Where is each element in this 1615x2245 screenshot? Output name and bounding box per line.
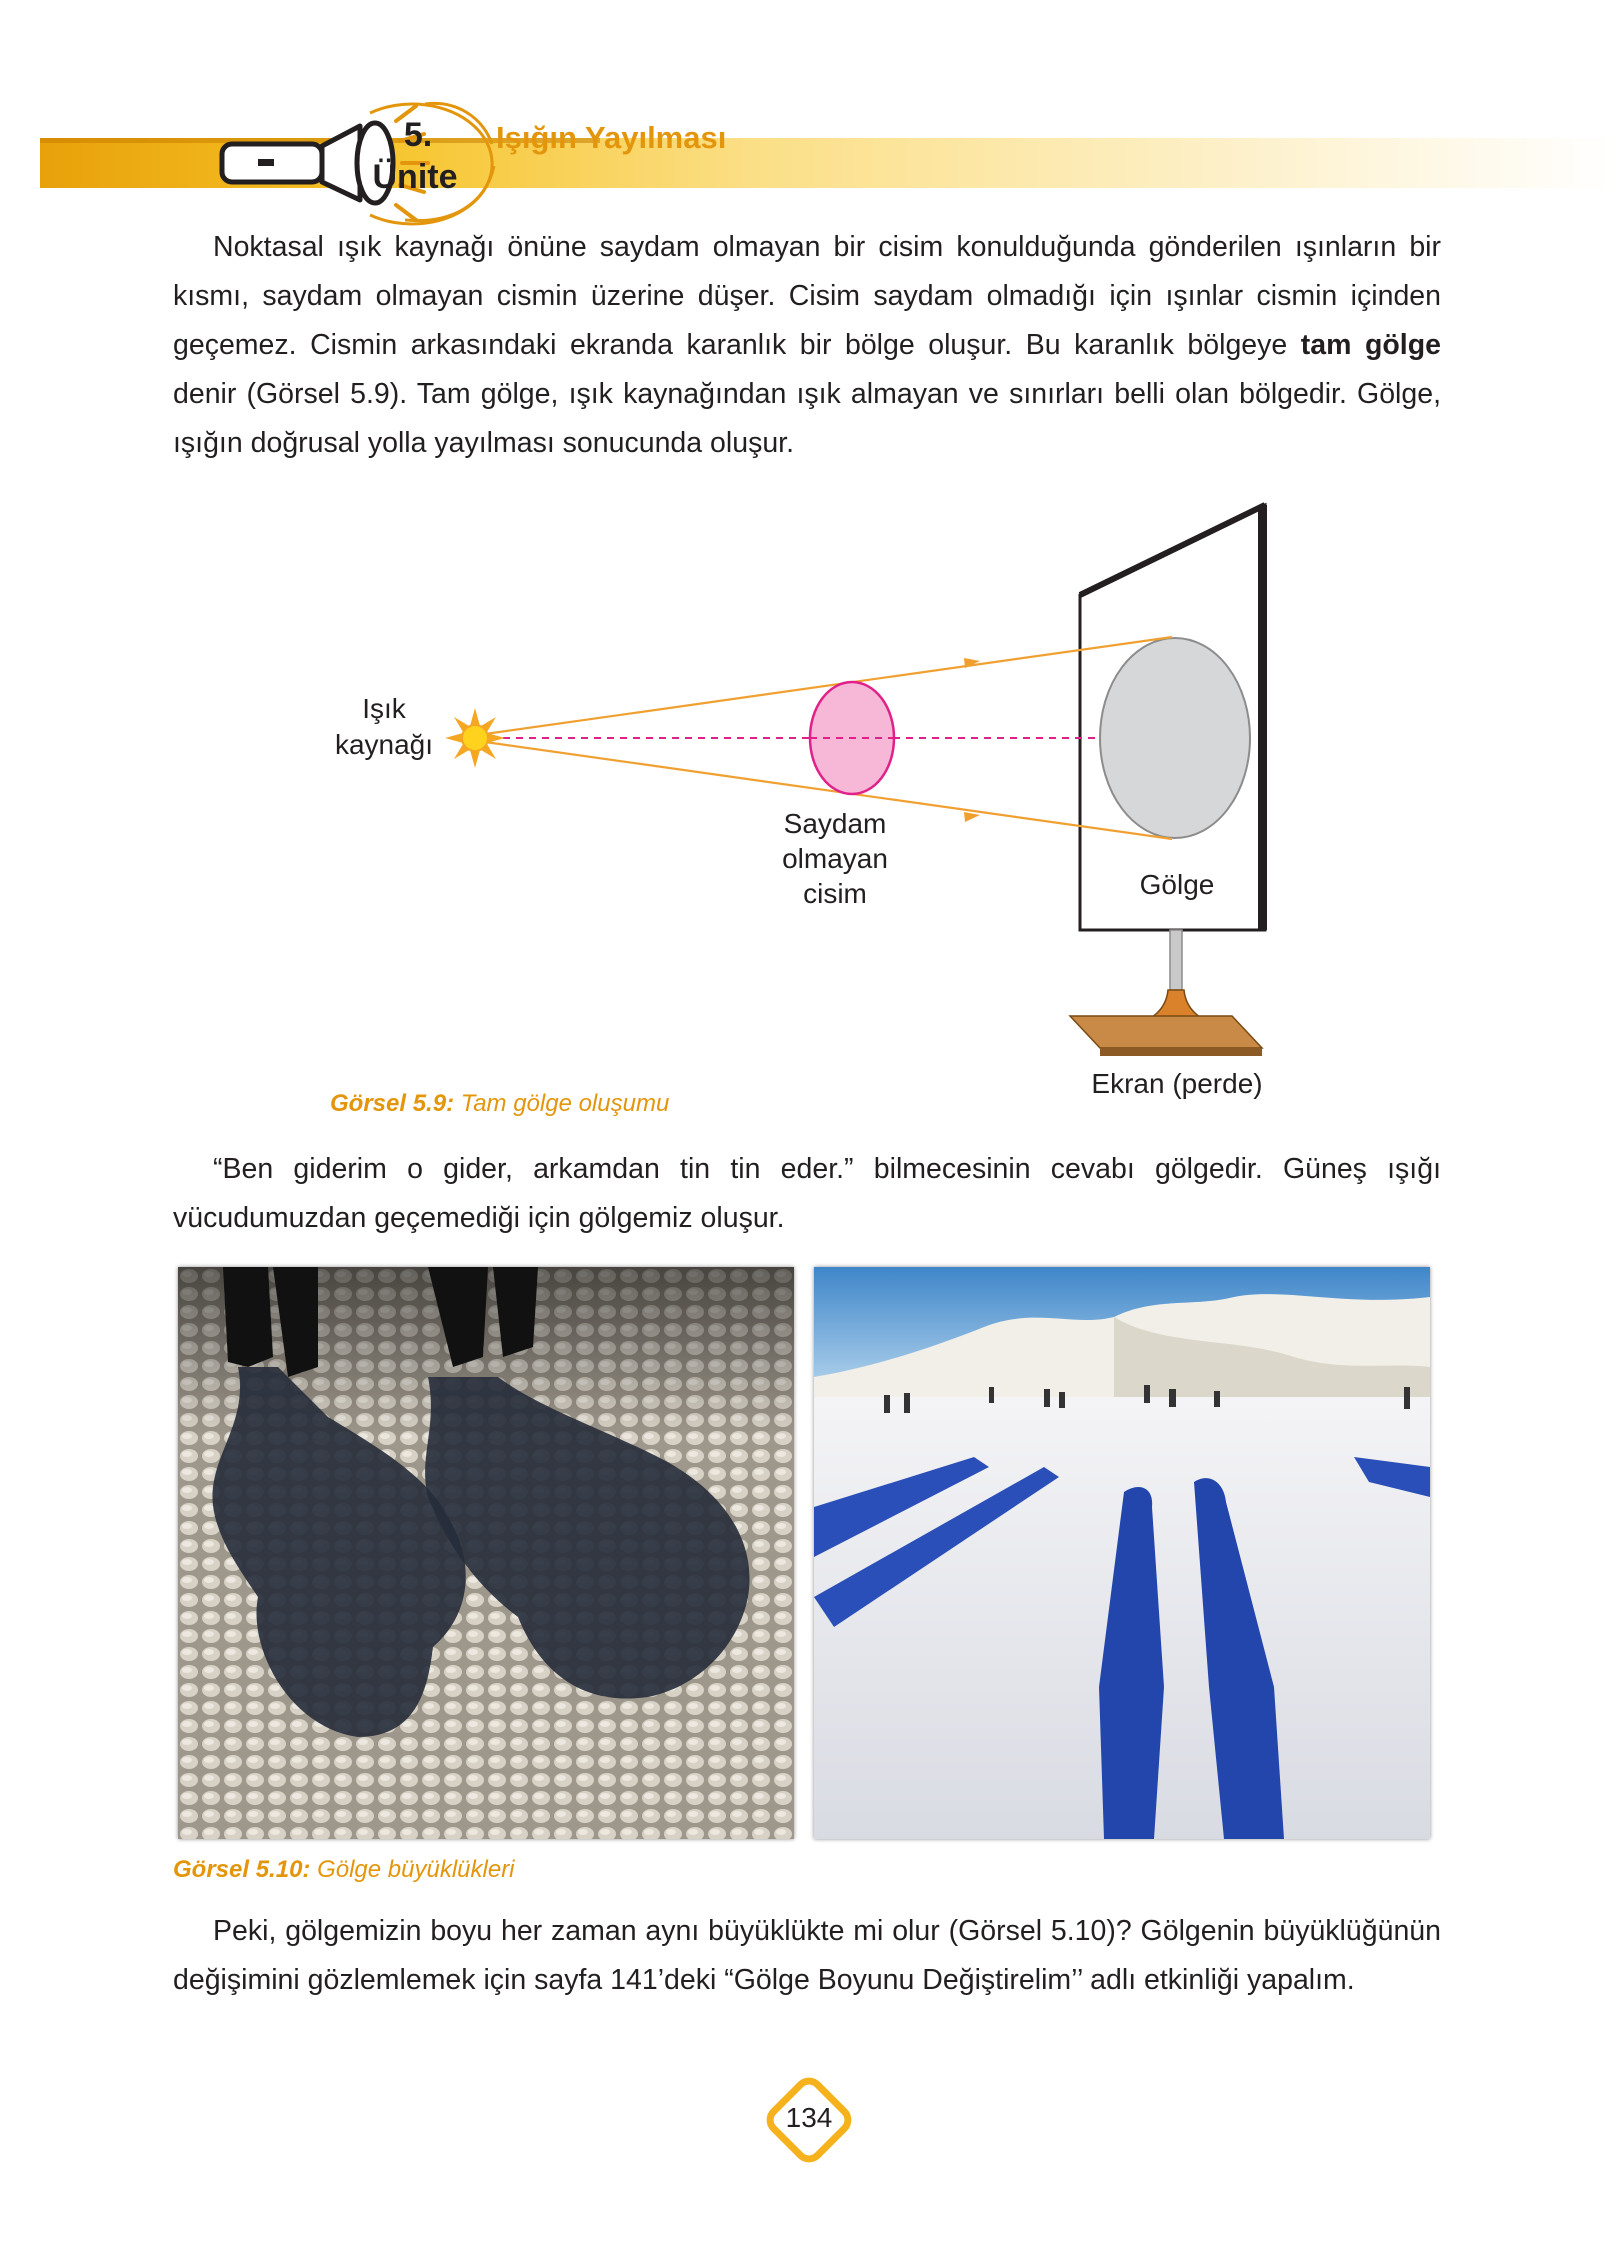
object-label-3: cisim <box>803 878 867 909</box>
term-tam-golge: tam gölge <box>1300 329 1441 361</box>
unit-number: 5. <box>403 116 433 154</box>
page-number: 134 <box>785 2102 833 2133</box>
screen-base <box>1070 1016 1262 1048</box>
intro-text-start: Noktasal ışık kaynağı önüne saydam olmayan bir cisim konulduğunda gönderilen ışınların bir kısmı, saydam olmayan cismin üzerine düşer. Cisim saydam olmadığı için ışınlar cismin içinden geçemez. Cismin arkasındaki ekranda karanlık bir bölge oluşur. Bu karanlık bölgeye <box>173 231 1441 361</box>
object-label-2: olmayan <box>782 843 888 874</box>
intro-paragraph <box>173 223 1441 468</box>
chapter-title: Işığın Yayılması <box>496 120 727 155</box>
light-source-label-1: Işık <box>362 693 406 724</box>
question-text: Peki, gölgemizin boyu her zaman aynı büyüklükte mi olur (Görsel 5.10)? Gölgenin büyüklüğünün değişimini gözlemlemek için sayfa 141’deki “Gölge Boyunu Değiştirelim’’ adlı etkinliği yapalım. <box>173 1915 1441 1996</box>
screen-edge <box>1258 505 1267 930</box>
object-label-1: Saydam <box>783 808 887 839</box>
unit-label: Ünite <box>372 158 458 196</box>
figure-5-9-caption <box>330 1090 669 1118</box>
lower-ray-arrow <box>964 812 980 822</box>
figure-5-9-label: Görsel 5.9: <box>330 1090 455 1117</box>
figure-5-10-label: Görsel 5.10: <box>173 1856 311 1883</box>
screen-pole <box>1170 930 1182 990</box>
riddle-text: “Ben giderim o gider, arkamdan tin tin eder.” bilmecesinin cevabı gölgedir. Güneş ışığı vücudumuzdan geçemediği için gölgemiz oluşur. <box>173 1153 1441 1234</box>
snow-shadow-photo <box>814 1267 1430 1839</box>
screen-label: Ekran (perde) <box>1091 1068 1263 1099</box>
sun-icon <box>445 708 505 768</box>
umbra-diagram <box>300 490 1320 1120</box>
figure-5-10-caption <box>173 1856 515 1884</box>
figure-5-10-text: Gölge büyüklükleri <box>310 1856 515 1883</box>
upper-ray-arrow <box>964 658 980 668</box>
shadow-ellipse <box>1100 638 1250 838</box>
question-paragraph <box>173 1907 1441 2005</box>
cobblestone-shadow-photo <box>178 1267 794 1839</box>
figure-5-9-text: Tam gölge oluşumu <box>454 1090 670 1117</box>
intro-text-end: denir (Görsel 5.9). Tam gölge, ışık kaynağından ışık almayan ve sınırları belli olan bölgedir. Gölge, ışığın doğrusal yolla yayılması sonucunda oluşur. <box>173 378 1441 459</box>
shadow-label: Gölge <box>1139 869 1215 900</box>
light-source-label-2: kaynağı <box>334 729 434 760</box>
riddle-paragraph <box>173 1145 1441 1243</box>
